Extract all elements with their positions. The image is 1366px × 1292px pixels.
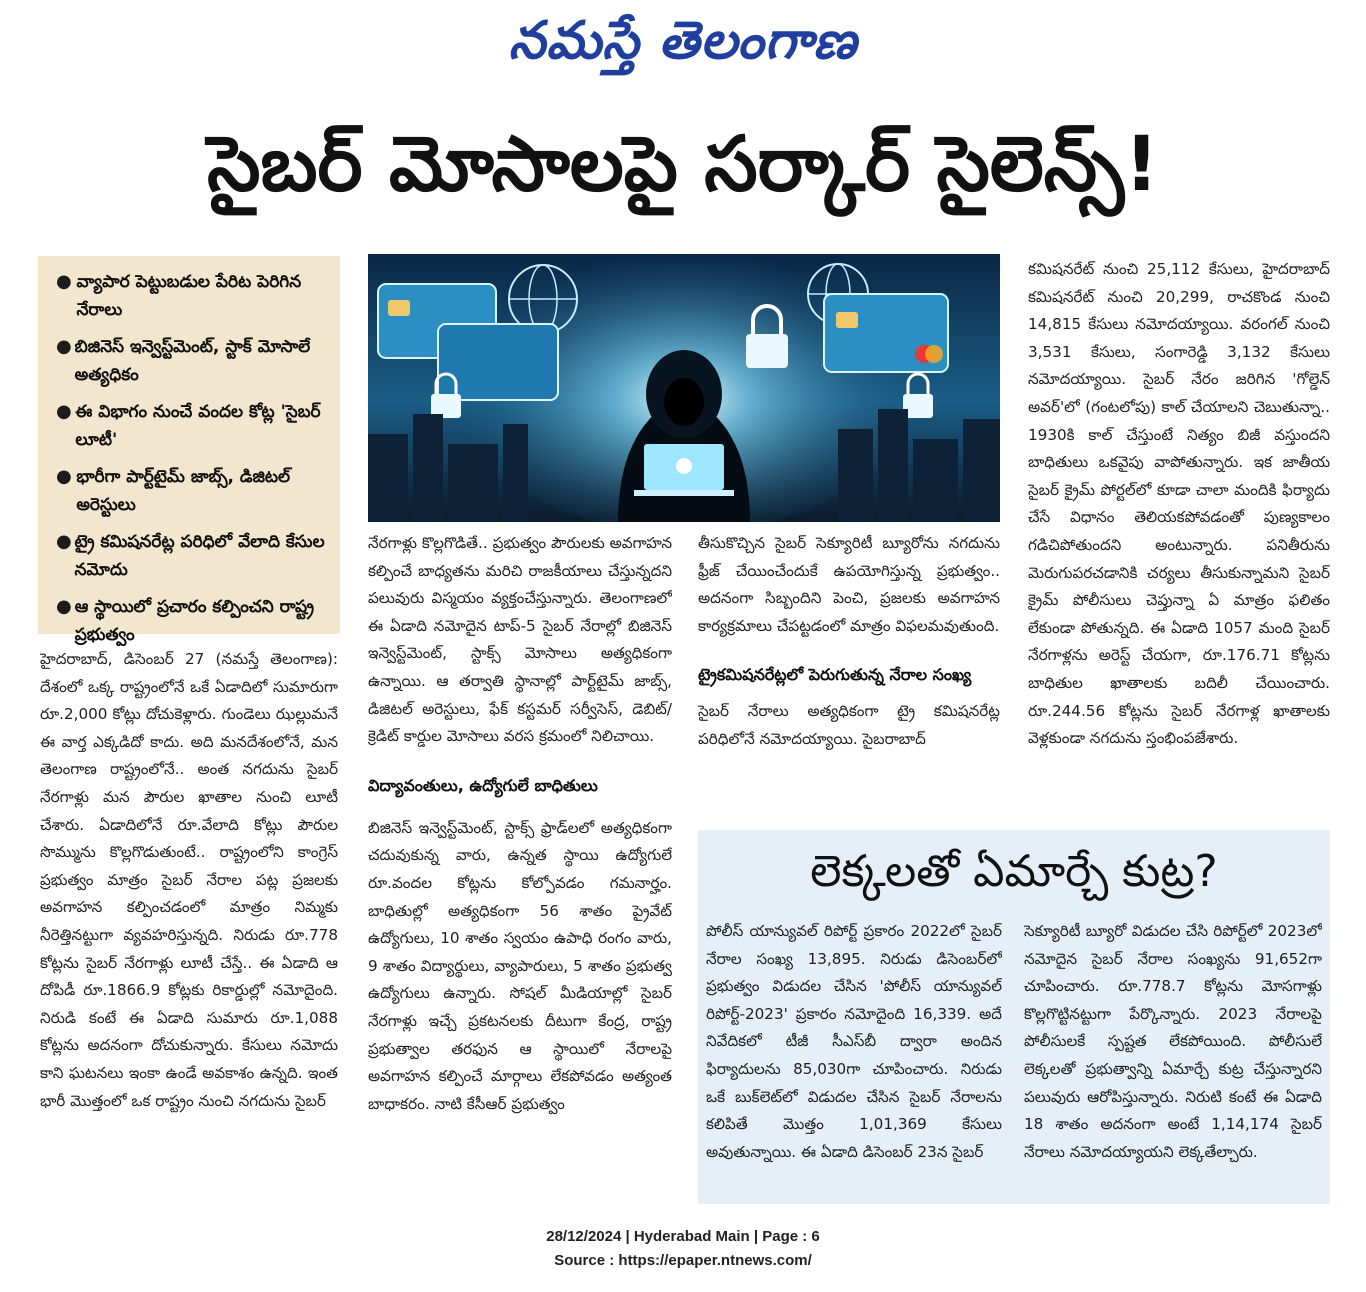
- highlight-item: ● ట్రై కమిషనరేట్ల పరిధిలో వేలాది కేసుల నమోదు: [56, 528, 334, 584]
- bullet-icon: ●: [56, 466, 72, 487]
- box-section: [698, 914, 1330, 1204]
- box-column-1: పోలీస్ యాన్యువల్ రిపోర్ట్ ప్రకారం 2022లో సైబర్ నేరాల సంఖ్య 13,895. నిరుడు డిసెంబర్‌లో ప్రభుత్వం విడుదల చేసిన 'పోలీస్ యాన్యువల్ రిపోర్ట్-2023' ప్రకారం నమోదైంది 16,339. అదే నివేదికలో టీజీ సీఎస్‌బీ ద్వారా అందిన ఫిర్యాదులను 85,030గా చూపించారు. నిరుడు ఒకే బుక్‌లెట్‌లో విడుదల చేసిన సైబర్ నేరాలను కలిపితే మొత్తం 1,01,369 కేసులు అవుతున్నాయి. ఈ ఏడాది డిసెంబర్ 23న సైబర్: [706, 922, 1002, 1161]
- highlight-item: ● భారీగా పార్ట్‌టైమ్ జాబ్స్, డిజిటల్ అరెస్టులు: [56, 463, 334, 519]
- cyber-crime-illustration: [368, 254, 1000, 522]
- bullet-icon: ●: [56, 336, 72, 357]
- bullet-icon: ●: [56, 401, 72, 422]
- section-subhead: ట్రైకమిషనరేట్లలో పెరుగుతున్న నేరాల సంఖ్య: [698, 665, 972, 685]
- newspaper-masthead: నమస్తే తెలంగాణ: [508, 11, 858, 71]
- main-headline: సైబర్ మోసాలపై సర్కార్ సైలెన్స్!: [207, 119, 1159, 208]
- highlight-item: ● వ్యాపార పెట్టుబడుల పేరిట పెరిగిన నేరాలు: [56, 268, 334, 324]
- highlight-item: ● ఆ స్థాయిలో ప్రచారం కల్పించని రాష్ట్ర ప్రభుత్వం: [56, 593, 334, 649]
- bullet-icon: ●: [56, 271, 72, 292]
- laptop-icon: [634, 444, 734, 496]
- highlights-box: [38, 256, 340, 645]
- section-subhead: విద్యావంతులు, ఉద్యోగులే బాధితులు: [368, 775, 598, 795]
- article-column-2: [368, 530, 672, 1206]
- box-column-2: సెక్యూరిటీ బ్యూరో విడుదల చేసి రిపోర్ట్‌లో 2023లో నమోదైన సైబర్ నేరాల సంఖ్యను 91,652గా చూపించారు. రూ.778.7 కోట్లను మోసగాళ్లు కొల్లగొట్టినట్టుగా పేర్కొన్నారు. 2023 నేరాలపై పోలీసులకే స్పష్టత లేకపోయింది. పోలీసులే లెక్కలతో ప్రభుత్వాన్ని ఏమార్చే కుట్ర చేస్తున్నారని పలువురు ఆరోపిస్తున్నారు. నిరుటి కంటే ఈ ఏడాది 18 శాతం అదనంగా అంటే 1,14,174 సైబర్ నేరాలు నమోదయ్యాయని లెక్కతేల్చారు.: [1024, 922, 1322, 1161]
- bullet-icon: ●: [56, 531, 72, 552]
- body-text: సైబర్ నేరాలు అత్యధికంగా ట్రై కమిషనరేట్ల పరిధిలోనే నమోదయ్యాయి. సైబరాబాద్: [698, 702, 1000, 748]
- footer-dateline: 28/12/2024 | Hyderabad Main | Page : 6: [546, 1228, 820, 1245]
- body-text: హైదరాబాద్, డిసెంబర్ 27 (నమస్తే తెలంగాణ): దేశంలో ఒక్క రాష్ట్రంలోనే ఒకే ఏడాదిలో సుమారుగా రూ.2,000 కోట్లు దోచుకెళ్లారు. గుండెలు ఝల్లుమనే ఈ వార్త ఎక్కడిదో కాదు. అది మనదేశంలోనే, మన తెలంగాణ రాష్ట్రంలోనే.. అంత నగదును సైబర్ నేరగాళ్లు మన పౌరుల ఖాతాల నుంచి లూటీ చేశారు. ఏడాదిలోనే రూ.వేలాది కోట్లు పౌరుల సొమ్మును కొల్లగొడుతుంటే.. రాష్ట్రంలోని కాంగ్రెస్ ప్రభుత్వం మాత్రం సైబర్ నేరాల పట్ల ప్రజలకు అవగాహన కల్పించడంలో మాత్రం నిమ్మకు నీరెత్తినట్టుగా వ్యవహరిస్తున్నది. నిరుడు రూ.778 కోట్లను సైబర్ నేరగాళ్లు లూటీ చేస్తే.. ఈ ఏడాది ఆ దోపిడీ రూ.1866.9 కోట్లకు రికార్డుల్లో నమోదైంది. నిరుడి కంటే ఈ ఏడాది సుమారు రూ.1,088 కోట్లను అదనంగా దోచుకున్నారు. కేసులు నమోదు కాని ఘటనలు ఇంకా ఉండే అవకాశం ఉన్నది. ఇంత భారీ మొత్తంలో ఒక రాష్ట్రం నుంచి నగదును సైబర్: [40, 650, 338, 1110]
- bullet-icon: ●: [56, 596, 72, 617]
- highlight-item: ● బిజినెస్ ఇన్వెస్ట్‌మెంట్, స్టాక్ మోసాలే అత్యధికం: [56, 333, 334, 389]
- box-title: లెక్కలతో ఏమార్చే కుట్ర?: [698, 830, 1330, 914]
- highlight-item: ● ఈ విభాగం నుంచే వందల కోట్ల 'సైబర్ లూటీ': [56, 398, 334, 454]
- article-column-3: [698, 530, 1000, 822]
- body-text: కమిషనరేట్ నుంచి 25,112 కేసులు, హైదరాబాద్ కమిషనరేట్ నుంచి 20,299, రాచకొండ నుంచి 14,815 కేసులు నమోదయ్యాయి. వరంగల్ నుంచి 3,531 కేసులు, సంగారెడ్డి 3,132 కేసులు నమోదయ్యాయి. సైబర్ నేరం జరిగిన 'గోల్డెన్ అవర్'లో (గంటలోపు) కాల్ చేయాలని చెబుతున్నా.. 1930కి కాల్ చేస్తుంటే నిత్యం బిజీ వస్తుందని బాధితులు ఒకవైపు వాపోతున్నారు. ఇక జాతీయ సైబర్ క్రైమ్ పోర్టల్‌లో కూడా చాలా మందికి ఫిర్యాదు చేసే విధానం తెలియకపోవడంతో పుణ్యకాలం గడిచిపోతుందని అంటున్నారు. పనితీరును మెరుగుపరచడానికి చర్యలు తీసుకున్నామని సైబర్ క్రైమ్ పోలీసులు చెప్తున్నా ఏ మాత్రం ఫలితం లేకుండా పోతున్నది. ఈ ఏడాది 1057 మంది సైబర్ నేరగాళ్లను అరెస్ట్ చేయగా, రూ.176.71 కోట్లను బాధితుల ఖాతాలకు బదిలీ చేయించారు. రూ.244.56 కోట్లను సైబర్ నేరగాళ్ల ఖాతాలకు వెళ్లకుండా నగదును స్తంభింపజేశారు.: [1028, 260, 1330, 748]
- article-column-1: [40, 646, 338, 1206]
- footer-source-link[interactable]: Source : https://epaper.ntnews.com/: [554, 1252, 812, 1269]
- body-text: తీసుకొచ్చిన సైబర్ సెక్యూరిటీ బ్యూరోను నగదును ఫ్రీజ్ చేయించేందుకే ఉపయోగిస్తున్న ప్రభుత్వం.. అదనంగా సిబ్బందిని పెంచి, ప్రజలకు అవగాహన కార్యక్రమాలు చేపట్టడంలో మాత్రం విఫలమవుతుంది.: [698, 534, 1000, 635]
- body-text: నేరగాళ్లు కొల్లగొడితే.. ప్రభుత్వం పౌరులకు అవగాహన కల్పించే బాధ్యతను మరిచి రాజకీయాలు చేస్తున్నదని పలువురు విస్మయం వ్యక్తంచేస్తున్నారు. తెలంగాణలో ఈ ఏడాది నమోదైన టాప్-5 సైబర్ నేరాల్లో బిజినెస్ ఇన్వెస్ట్‌మెంట్, స్టాక్స్ మోసాలు అత్యధికంగా ఉన్నాయి. ఆ తర్వాతి స్థానాల్లో పార్ట్‌టైమ్ జాబ్స్, డిజిటల్ అరెస్టులు, ఫేక్ కస్టమర్ సర్వీసెస్, డెబిట్/క్రెడిట్ కార్డుల మోసాలు వరస క్రమంలో నిలిచాయి.: [368, 534, 672, 746]
- article-column-4: [1028, 256, 1330, 816]
- body-text: బిజినెస్ ఇన్వెస్ట్‌మెంట్, స్టాక్స్ ఫ్రాడ్‌లలో అత్యధికంగా చదువుకున్న వారు, ఉన్నత స్థాయి ఉద్యోగులే రూ.వందల కోట్లను కోల్పోవడం గమనార్హం. బాధితుల్లో అత్యధికంగా 56 శాతం ప్రైవేట్ ఉద్యోగులు, 10 శాతం స్వయం ఉపాధి రంగం వారు, 9 శాతం విద్యార్థులు, వ్యాపారులు, 5 శాతం ప్రభుత్వ ఉద్యోగులు ఉన్నారు. సోషల్ మీడియాల్లో సైబర్ నేరగాళ్లు ఇచ్చే ప్రకటనలకు దీటుగా కేంద్ర, రాష్ట్ర ప్రభుత్వాల తరఫున ఆ స్థాయిలో నేరాలపై అవగాహన కల్పించే మార్గాలు లేకపోవడం అత్యంత బాధాకరం. నాటి కేసీఆర్ ప్రభుత్వం: [368, 818, 672, 1113]
